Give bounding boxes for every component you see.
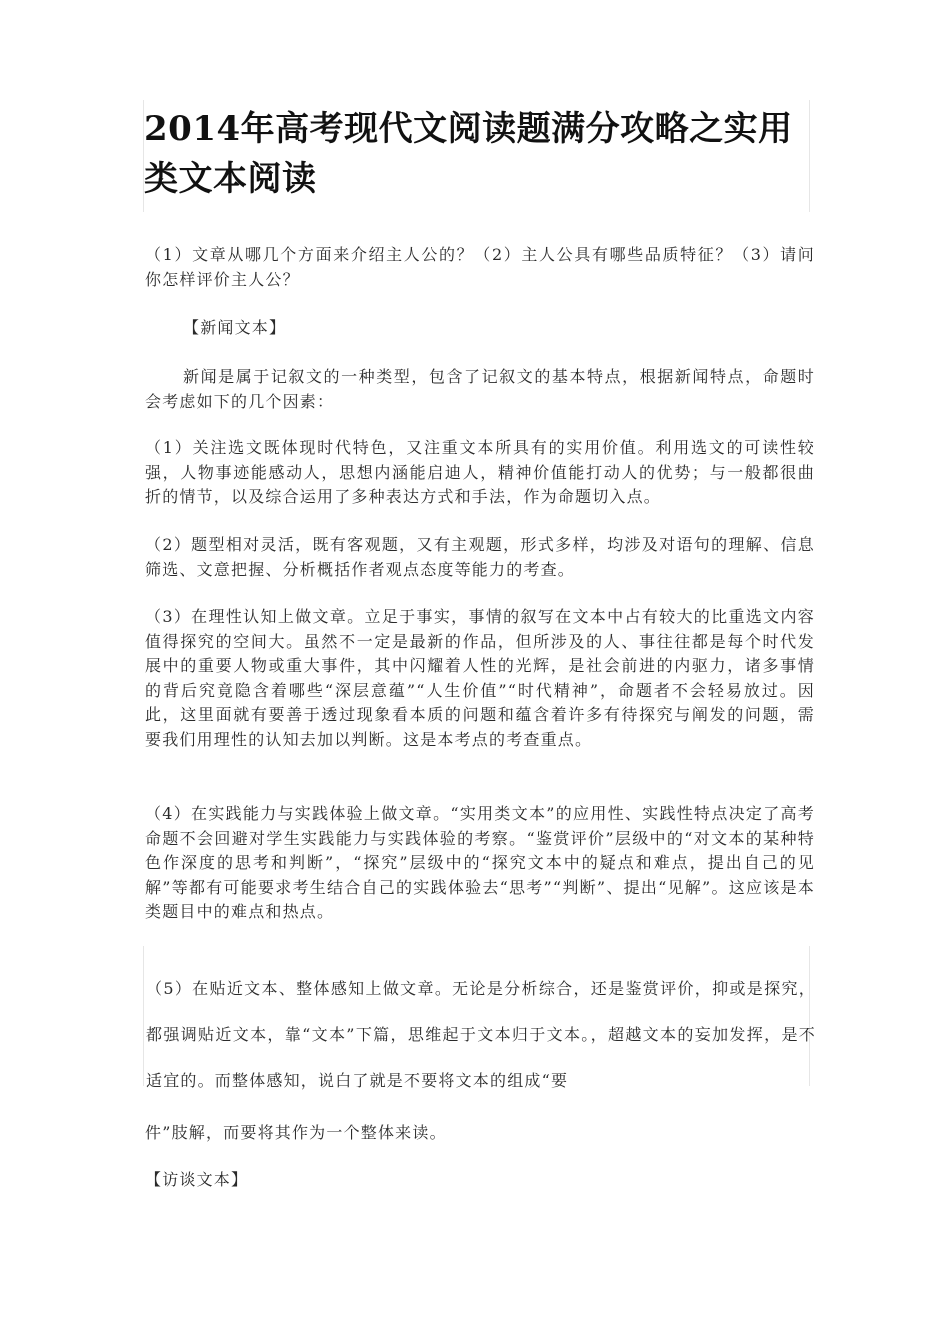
factor-1-paragraph: （1）关注选文既体现时代特色，又注重文本所具有的实用价值。利用选文的可读性较强，人物事迹能感动人，思想内涵能启迪人，精神价值能打动人的优势；与一般都很曲折的情节，以及综合运用了多种表达方式和手法，作为命题切入点。	[145, 438, 815, 506]
factor-2-paragraph: （2）题型相对灵活，既有客观题，又有主观题，形式多样，均涉及对语句的理解、信息筛选、文意把握、分析概括作者观点态度等能力的考查。	[145, 535, 815, 579]
title-box	[143, 100, 810, 212]
factor-4-paragraph: （4）在实践能力与实践体验上做文章。“实用类文本”的应用性、实践性特点决定了高考命题不会回避对学生实践能力与实践体验的考察。“鉴赏评价”层级中的“对文本的某种特色作深度的思考和判断”，“探究”层级中的“探究文本中的疑点和难点，提出自己的见解”等都有可能要求考生结合自己的实践体验去“思考”“判断”、提出“见解”。这应该是本类题目中的难点和热点。	[145, 804, 815, 921]
factor-3-paragraph: （3）在理性认知上做文章。立足于事实，事情的叙写在文本中占有较大的比重选文内容值得探究的空间大。虽然不一定是最新的作品，但所涉及的人、事往往都是每个时代发展中的重要人物或重大事件，其中闪耀着人性的光辉，是社会前进的内驱力，诸多事情的背后究竟隐含着哪些“深层意蕴”“人生价值”“时代精神”，命题者不会轻易放过。因此，这里面就有要善于透过现象看本质的问题和蕴含着许多有待探究与阐发的问题，需要我们用理性的认知去加以判断。这是本考点的考查重点。	[145, 607, 815, 749]
document-title: 2014年高考现代文阅读题满分攻略之实用类文本阅读	[144, 109, 793, 199]
factor-5-box	[143, 946, 816, 1090]
question-list: （1）文章从哪几个方面来介绍主人公的？（2）主人公具有哪些品质特征？（3）请问你怎样评价主人公？	[145, 245, 815, 289]
section-heading-news: 【新闻文本】	[183, 318, 287, 337]
section-heading-interview: 【访谈文本】	[145, 1170, 249, 1189]
factor-5-continuation: 件”肢解，而要将其作为一个整体来读。	[145, 1123, 447, 1142]
factor-5-paragraph: （5）在贴近文本、整体感知上做文章。无论是分析综合，还是鉴赏评价，抑或是探究，都强调贴近文本，靠“文本”下篇，思维起于文本归于文本。，超越文本的妄加发挥，是不适宜的。而整体感知，说白了就是不要将文本的组成“要	[146, 979, 816, 1090]
news-intro-paragraph: 新闻是属于记叙文的一种类型，包含了记叙文的基本特点，根据新闻特点，命题时会考虑如下的几个因素：	[145, 367, 815, 411]
